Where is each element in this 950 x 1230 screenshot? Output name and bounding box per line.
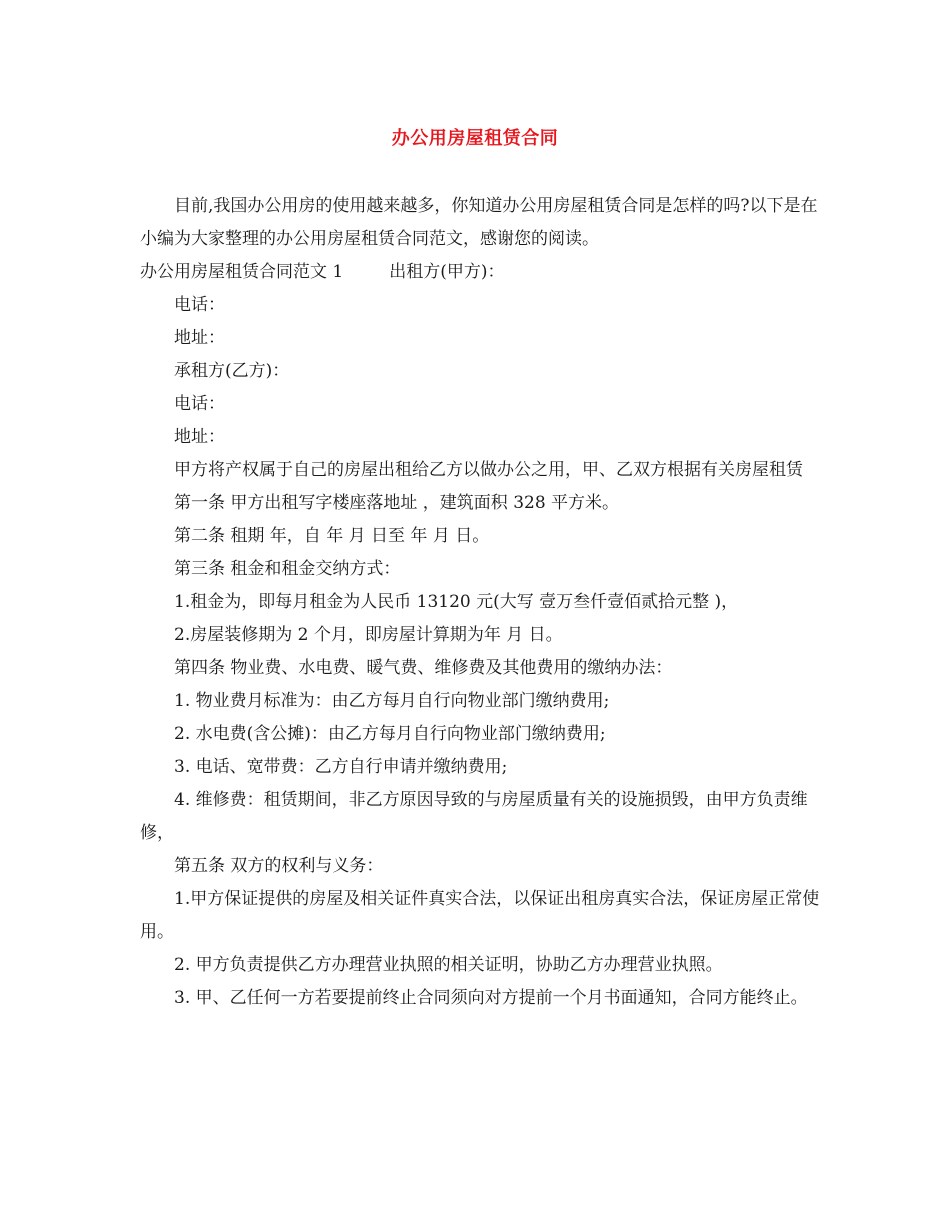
article-1: 第一条 甲方出租写字楼座落地址 ，建筑面积 328 平方米。 (174, 493, 620, 513)
lessee-label: 承租方(乙方)： (174, 361, 290, 381)
article-3-item-2: 2.房屋装修期为 2 个月，即房屋计算期为年 月 日。 (174, 625, 563, 645)
preamble-paragraph: 甲方将产权属于自己的房屋出租给乙方以做办公之用，甲、乙双方根据有关房屋租赁 (174, 460, 803, 480)
article-5-item-1: 1.甲方保证提供的房屋及相关证件真实合法，以保证出租房真实合法，保证房屋正常使用。 (140, 889, 820, 942)
sample-heading-line (140, 256, 820, 289)
article-5-item-2: 2. 甲方负责提供乙方办理营业执照的相关证明，协助乙方办理营业执照。 (174, 955, 723, 975)
article-4-item-3: 3. 电话、宽带费：乙方自行申请并缴纳费用; (174, 757, 508, 777)
article-5-item-3: 3. 甲、乙任何一方若要提前终止合同须向对方提前一个月书面通知，合同方能终止。 (174, 988, 808, 1008)
intro-paragraph: 目前,我国办公用房的使用越来越多，你知道办公用房屋租赁合同是怎样的吗?以下是在小编为大家整理的办公用房屋租赁合同范文，感谢您的阅读。 (140, 196, 818, 249)
lessor-phone: 电话： (174, 295, 225, 315)
article-5: 第五条 双方的权利与义务： (174, 856, 384, 876)
article-2: 第二条 租期 年，自 年 月 日至 年 月 日。 (174, 526, 490, 546)
lessee-address: 地址： (174, 427, 225, 447)
document-body (140, 190, 820, 1015)
article-4-item-2: 2. 水电费(含公摊)：由乙方每月自行向物业部门缴纳费用; (174, 724, 606, 744)
article-4: 第四条 物业费、水电费、暖气费、维修费及其他费用的缴纳办法： (174, 658, 673, 678)
document-title: 办公用房屋租赁合同 (391, 128, 559, 149)
article-3: 第三条 租金和租金交纳方式： (174, 559, 401, 579)
article-4-item-1: 1. 物业费月标准为：由乙方每月自行向物业部门缴纳费用; (174, 691, 610, 711)
lessor-address: 地址： (174, 328, 225, 348)
article-4-item-4: 4. 维修费：租赁期间，非乙方原因导致的与房屋质量有关的设施损毁，由甲方负责维修， (140, 790, 808, 843)
lessor-label: 出租方(甲方)： (389, 262, 505, 282)
article-3-item-1: 1.租金为，即每月租金为人民币 13120 元(大写 壹万叁仟壹佰贰拾元整 )， (174, 592, 739, 612)
sample-heading: 办公用房屋租赁合同范文 1 (140, 262, 344, 282)
lessee-phone: 电话： (174, 394, 225, 414)
